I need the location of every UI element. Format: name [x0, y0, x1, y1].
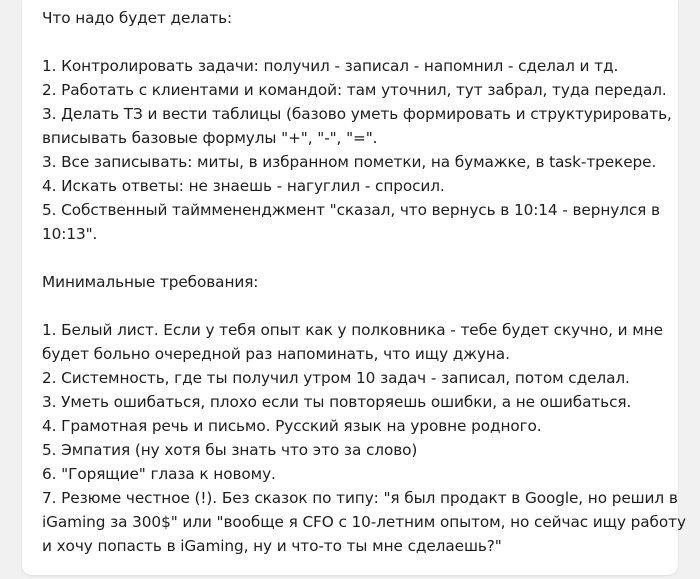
task-item: 3. Все записывать: миты, в избранном пометки, на бумажке, в task-трекере.	[42, 153, 657, 171]
task-item: 1. Контролировать задачи: получил - записал - напомнил - сделал и тд.	[42, 57, 619, 75]
requirement-item: 1. Белый лист. Если у тебя опыт как у полковника - тебе будет скучно, и мне будет больно очередной раз напоминать, что ищу джуна.	[42, 321, 663, 363]
requirement-item: 6. "Горящие" глаза к новому.	[42, 465, 276, 483]
blank-line	[42, 30, 672, 54]
blank-line	[42, 246, 672, 270]
requirement-item: 5. Эмпатия (ну хотя бы знать что это за слово)	[42, 441, 418, 459]
requirement-item: 2. Системность, где ты получил утром 10 задач - записал, потом сделал.	[42, 369, 630, 387]
requirement-item: 3. Уметь ошибаться, плохо если ты повторяешь ошибки, а не ошибаться.	[42, 393, 632, 411]
message-card	[22, 0, 686, 575]
heading-requirements: Минимальные требования:	[42, 273, 259, 291]
task-item: 2. Работать с клиентами и командой: там уточнил, тут забрал, туда передал.	[42, 81, 667, 99]
blank-line	[42, 294, 672, 318]
message-text	[42, 6, 686, 558]
requirement-item: 7. Резюме честное (!). Без сказок по типу: "я был продакт в Google, но решил в iGaming за 300$" или "вообще я CFO с 10-летним опытом, но сейчас ищу работу и хочу попасть в iGaming, ну и что-то ты мне сделаешь?"	[42, 489, 686, 555]
task-item: 3. Делать ТЗ и вести таблицы (базово уметь формировать и структурировать, вписывать базовые формулы "+", "-", "=".	[42, 105, 672, 147]
task-item: 5. Собственный тайммененджмент "сказал, что вернусь в 10:14 - вернулся в 10:13".	[42, 201, 660, 243]
heading-tasks: Что надо будет делать:	[42, 9, 233, 27]
requirement-item: 4. Грамотная речь и письмо. Русский язык на уровне родного.	[42, 417, 542, 435]
task-item: 4. Искать ответы: не знаешь - нагуглил - спросил.	[42, 177, 445, 195]
